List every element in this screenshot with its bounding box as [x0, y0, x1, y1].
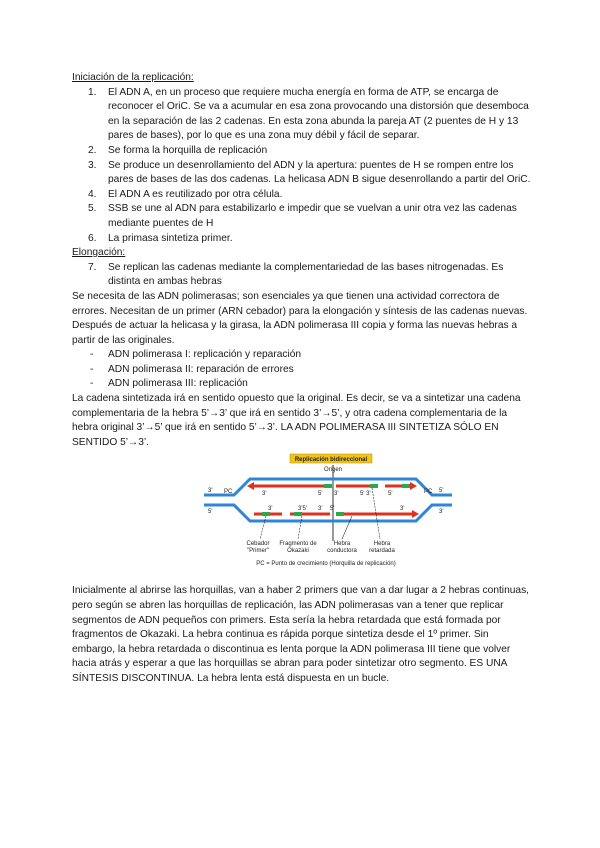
primer-mark	[324, 484, 332, 488]
legend-lagging-line1: Hebra	[373, 541, 391, 548]
label-3prime: 3'	[318, 506, 323, 513]
section-heading-initiation: Iniciación de la replicación:	[72, 72, 194, 83]
legend-primer-line2: "Primer"	[247, 548, 269, 555]
list-item: 3. Se produce un desenrollamiento del ADN y la apertura: puentes de H se rompen entre los pares de bases de las dos cadenas. La helicasa ADN B sigue desenrollando a partir del OriC.	[88, 159, 531, 186]
label-3prime: 3'	[208, 488, 213, 495]
label-3prime: 3'	[439, 509, 444, 516]
primer-mark	[294, 512, 302, 516]
replication-diagram	[72, 453, 532, 579]
list-item: 1. El ADN A, en un proceso que requiere mucha energía en forma de ATP, se encarga de reconocer el OriC. Se va a acumular en esa zona provocando una distorsión que desemboca en la separación de las 2 cadenas. En esta zona abunda la pareja AT (2 puentes de H y 13 pares de bases), por lo que es una zona muy débil y fácil de separar.	[88, 86, 529, 142]
legend-leading-line2: conductora	[327, 548, 357, 555]
replication-diagram-svg	[202, 453, 452, 579]
primer-mark	[336, 512, 344, 516]
list-item: 5. SSB se une al ADN para estabilizarlo e impedir que se vuelvan a unir otra vez las cadenas mediante puentes de H	[88, 203, 517, 229]
legend-leading-line1: Hebra	[333, 541, 351, 548]
polymerase-list	[72, 348, 532, 392]
label-pc: PC	[224, 489, 233, 496]
pointer-primer	[260, 516, 266, 539]
pointer-leading	[342, 516, 352, 539]
label-3prime: 3'	[400, 506, 405, 513]
list-item: - ADN polimerasa III: replicación	[90, 378, 248, 390]
pointer-okazaki	[298, 516, 302, 539]
label-5prime: 5'	[318, 491, 323, 498]
list-item: - ADN polimerasa II: reparación de errores	[90, 363, 294, 375]
legend-okazaki-line2: Okazaki	[287, 548, 309, 555]
label-5prime: 5'	[208, 509, 213, 516]
paragraph-polymerases: Se necesita de las ADN polimerasas; son esenciales ya que tienen una actividad correctora de errores. Necesitan de un primer (ARN cebador) para la elongación y síntesis de las cadenas nuevas. Después de actuar la helicasa y la girasa, la ADN polimerasa III copia y forma las nuevas hebras a partir de las originales.	[72, 290, 528, 346]
arrowhead-right-bottom	[412, 510, 419, 518]
elongation-list	[72, 261, 532, 290]
paragraph-direction: La cadena sintetizada irá en sentido opuesto que la original. Es decir, se va a sintetizar una cadena complementaria de la hebra 5’→3’ que irá en sentido 3’→5’, y otra cadena complementaria de la hebra original 3’→5’ que irá en sentido 5’→3’. LA ADN POLIMERASA III SINTETIZA SÓLO EN SENTIDO 5’→3’.	[72, 393, 521, 448]
label-5prime-3prime: 5' 3'	[360, 491, 371, 498]
label-3prime: 3'	[262, 491, 267, 498]
label-5prime: 5'	[388, 491, 393, 498]
arrowhead-right-top	[410, 482, 417, 490]
list-item: 6. La primasa sintetiza primer.	[88, 232, 233, 244]
primer-mark	[370, 484, 378, 488]
list-item: 7. Se replican las cadenas mediante la complementariedad de las bases nitrogenadas. Es distinta en ambas hebras	[88, 261, 504, 288]
document-content	[72, 71, 532, 687]
label-3prime-5prime: 3'5'	[298, 506, 307, 513]
primer-mark	[402, 484, 410, 488]
label-3prime: 3'	[268, 506, 273, 513]
section-heading-elongation: Elongación:	[72, 247, 126, 259]
diagram-title: Replicación bidireccional	[294, 457, 368, 464]
legend-primer-line1: Cebador	[246, 541, 270, 548]
arrowhead-left-top	[247, 482, 254, 490]
origin-label: Origen	[323, 467, 343, 474]
list-item: 4. El ADN A es reutilizado por otra célula.	[88, 188, 283, 200]
label-5prime: 5'	[330, 506, 335, 513]
label-3prime: 3'	[334, 491, 339, 498]
label-5prime: 5'	[439, 488, 444, 495]
primer-mark	[262, 512, 270, 516]
initiation-list	[72, 86, 532, 247]
diagram-caption: PC = Punto de crecimiento (Horquilla de replicación)	[256, 561, 396, 568]
list-item: - ADN polimerasa I: replicación y reparación	[90, 349, 302, 361]
legend-okazaki-line1: Fragmento de	[279, 541, 317, 548]
legend-lagging-line2: retardada	[369, 548, 395, 555]
label-pc: PC	[424, 489, 433, 496]
list-item: 2. Se forma la horquilla de replicación	[88, 144, 268, 156]
paragraph-forks: Inicialmente al abrirse las horquillas, van a haber 2 primers que van a dar lugar a 2 hebras continuas, pero según se abren las horquillas de replicación, las ADN polimerasas van a tener que replicar segmentos de ADN pequeños con primers. Esta sería la hebra retardada que está formada por fragmentos de Okazaki. La hebra continua es rápida porque sintetiza desde el 1º primer. Sin embargo, la hebra retardada o discontinua es lenta porque la ADN polimerasa III tiene que volver hacia atrás y esperar a que las horquillas se abran para poder sintetizar otro segmento. ES UNA SÍNTESIS DISCONTINUA. La hebra lenta está dispuesta en un bucle.	[72, 585, 529, 684]
